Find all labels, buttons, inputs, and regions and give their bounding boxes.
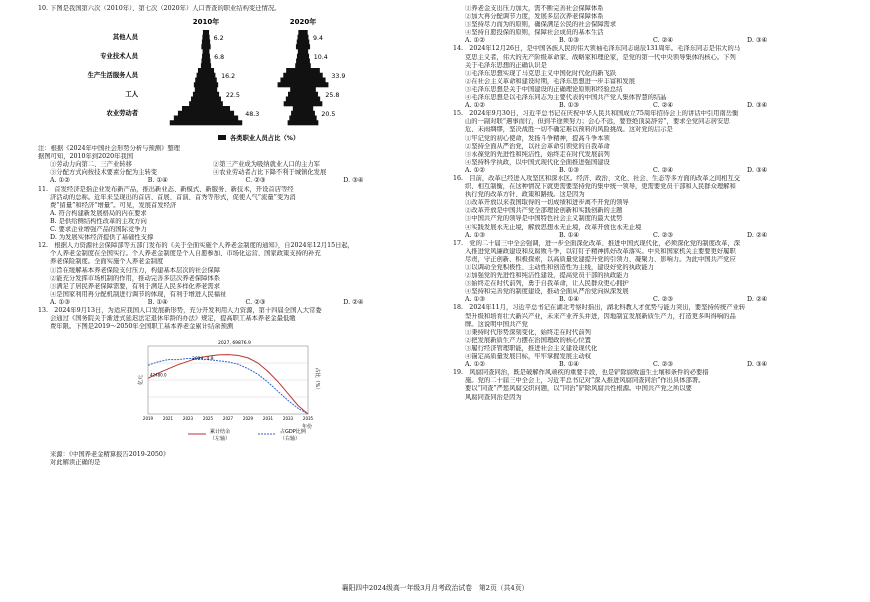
answer-options (453, 361, 841, 369)
value-label: 48.3 (245, 111, 260, 119)
item-2: ②坚持全面从严治党，以社会革命引领党的自我革命 (465, 142, 610, 150)
bar-segment (280, 78, 325, 83)
value-label: 6.2 (213, 35, 224, 43)
item-2: ②在社会主义革命和建设时期，毛泽东思想进一步丰富和发展 (465, 77, 636, 85)
question-12 (38, 242, 441, 307)
bar-segment (291, 111, 315, 116)
value-label: 16.2 (221, 73, 236, 81)
stem-line: 尽责，守正创新、积极探索，以高质量党建提升党的引领力、凝聚力、影响力。为此中国共产党应 (465, 255, 736, 263)
x-tick-label: 2029 (242, 416, 254, 422)
option-d[interactable]: D. ③④ (747, 166, 768, 174)
stem-line: 型升级和培育壮大新兴产业，未来产业齐头并进，因地制宜发展新质生产力，打造更多叫得响的品 (465, 312, 736, 320)
figure-source: 注：根据《2024年中国社会形势分析与预测》整理 (38, 145, 180, 153)
item-3: ③履行经济管理职能，推进社会主义建设现代化 (465, 344, 598, 352)
bar-segment (201, 59, 210, 64)
stem-line: 要以“同查”严惩风腐交织问题，以“同治”铲除风腐共性根源。中国共产党之所以要 (465, 385, 692, 393)
items-row (38, 169, 441, 177)
question-19 (453, 369, 841, 401)
item-3: ③始终走在时代前列，勇于自我革命，让人民群众更心拥护 (465, 280, 629, 288)
page-footer: 襄阳四中2024级高一年级3月月考政治试卷 第2页（共4页） (341, 584, 529, 592)
answer-options (453, 167, 841, 175)
stem-line: 关于毛泽东思想的正确认识是 (465, 61, 547, 69)
series-title-2010: 2010年 (192, 18, 220, 27)
option-b[interactable]: B. ①④ (559, 361, 579, 369)
stem-line: 17. 党的二十届三中全会强调，进一步全面深化改革、推进中国式现代化，必须深化党的制度改革，深 (453, 239, 741, 247)
option-c[interactable]: C. ②④ (653, 102, 673, 110)
stem-line: 济活动的总称。近年来呈现出的首店、首展、首演、首秀等形式，促使人气“流量”变为消 (50, 193, 296, 201)
value-label: 9.4 (313, 35, 324, 43)
stem-line: 执行党的改革方针、政策和路线。这是因为 (465, 191, 585, 199)
legend-note: （右轴） (280, 436, 301, 443)
question-lead: 据图可知，2010年到2020年我国 (38, 153, 134, 161)
option-b[interactable]: B. ①④ (147, 298, 168, 306)
annotation-label: 42480.0 (150, 372, 167, 378)
legend-label: 累计结余 (210, 429, 231, 436)
option-a[interactable]: A. ①② (50, 177, 70, 185)
legend-swatch (218, 135, 226, 140)
x-tick-label: 2027 (222, 416, 234, 422)
question-13 (38, 307, 441, 467)
bar-segment (198, 68, 214, 73)
item-3: ③坚持尽力而为的原则，确保满足公民的社会保障需求 (465, 21, 617, 29)
bar-segment (202, 35, 209, 40)
annotation-label: 2027, 69876.9 (218, 341, 251, 347)
figure-source: 来源：《中国养老金精算报告2019-2050》 (50, 451, 170, 459)
item-2: ②能充分发挥市场机制的作用，推动完善多层次养老保障体系 (50, 274, 221, 282)
stem-line: 山的一副对联“遇事而行，但到半途须努力；会心不远，要登绝顶莫辞劳”，要求全党同志居安思 (465, 118, 730, 126)
occupation-structure-chart (38, 14, 441, 144)
bar-segment (290, 87, 316, 92)
option-c[interactable]: C. ②③ (245, 177, 266, 185)
question-18 (453, 304, 841, 369)
item-4: ④坚持科学执政，以中国式现代化全面推进强国建设 (465, 158, 610, 166)
item-3: ③中国共产党的领导是中国特色社会主义制度的最大优势 (465, 215, 623, 223)
stem-line: 16. 目前，改革已经进入攻坚区和深水区。经济、政治、文化、社会、生态等多方面的改革之间相互交 (453, 174, 741, 182)
stem-line: 施。党的二十届三中全会上，习近平总书记对“深入推进风腐同查同治”作出具体部署。 (465, 377, 705, 385)
pension-chart-svg (38, 332, 441, 450)
item-2: ②加强党的先进性和纯洁性建设，提高党员干部的执政能力 (465, 272, 629, 280)
bar-segment (178, 111, 234, 116)
question-16 (453, 175, 841, 240)
question-10 (38, 5, 441, 186)
item-3: ③分配方式向按技术要素分配为主转变 (50, 169, 158, 177)
bar-segment (296, 44, 310, 49)
item-1: ①旨在缓解基本养老保险支付压力，构建基本层次的社会保障 (50, 266, 221, 274)
occupation-chart-svg (38, 14, 441, 144)
option-d[interactable]: D. ②④ (343, 298, 364, 306)
legend-label: 各类职业人员占比（%） (230, 135, 300, 143)
stem-line: 15. 2024年9月30日，习近平总书记在庆祝中华人民共和国成立75周年招待会上的讲话中引用南岳衡 (453, 110, 739, 118)
category-label: 专业技术人员 (100, 53, 138, 61)
item-1: ①以调动全党积极性、主动性和创造性为主线，建设好党的执政能力 (465, 264, 654, 271)
value-label: 33.9 (331, 73, 346, 81)
value-label: 22.5 (225, 92, 240, 100)
item-4: ④实践发展永无止境，解放思想永无止境，改革开放也永无止境 (465, 223, 642, 231)
bar-segment (189, 101, 223, 106)
right-column (453, 5, 841, 402)
stem-line: 11. 首发经济是指企业发布新产品，推出新业态、新模式、新服务、新技术，开设首店等经 (38, 185, 294, 193)
bar-segment (298, 30, 307, 35)
option-c[interactable]: C. ②③ (653, 296, 673, 304)
series-title-2020: 2020年 (289, 18, 317, 27)
value-label: 25.8 (325, 92, 340, 100)
option-a[interactable]: A. ①③ (465, 231, 485, 239)
option-a[interactable]: A. 符合构建新发展格局的内在要求 (50, 209, 147, 217)
stem-line: 14. 2024年12月26日，是中国各族人民的伟大领袖毛泽东同志诞辰131周年。毛泽东同志是伟大的马 (453, 45, 741, 53)
option-a[interactable]: A. ①② (465, 37, 485, 45)
bar-segment (293, 106, 313, 111)
option-c[interactable]: C. ②④ (653, 37, 673, 45)
stem-line: 12. 根据人力资源社会保障部等五部门发布的《关于全面实施个人养老金制度的通知》，自2024年12月15日起， (38, 242, 354, 250)
stem-line: 费“留量”和经济“增量”。可见，发展首发经济 (50, 201, 177, 209)
option-d[interactable]: D. ③④ (343, 177, 364, 185)
bar-segment (174, 116, 238, 121)
bar-segment (201, 63, 211, 68)
option-b[interactable]: B. ①③ (559, 37, 579, 45)
stem-line: 养老保险制度。全面实施个人养老金制度 (50, 258, 164, 266)
option-b[interactable]: B. 是供给侧结构性改革的主攻方向 (50, 217, 147, 225)
bar-segment (191, 97, 221, 102)
x-tick-label: 2035 (302, 416, 314, 422)
y-axis-label-left: 亿元 (138, 375, 144, 386)
series-balance-line (148, 355, 308, 414)
item-3: ③满足了居民养老保障需要，有利于满足人民多样化养老需求 (50, 282, 221, 290)
option-d[interactable]: D. ②④ (747, 231, 768, 239)
question-15 (453, 110, 841, 175)
bar-segment (202, 54, 210, 59)
bar-segment (283, 73, 322, 78)
option-d[interactable]: D. ③④ (747, 102, 768, 110)
bar-segment (286, 68, 320, 73)
x-tick-label: 2025 (202, 416, 214, 422)
answer-options (453, 102, 841, 110)
category-label: 农业劳动者 (106, 110, 138, 118)
stem-line: 个人养老金制度在全国实行。个人养老金制度是个人自愿参加、市场化运营、国家政策支持的补充 (50, 250, 321, 258)
answer-options (38, 177, 441, 185)
question-13-options (453, 5, 841, 45)
item-1: ①牢记党的初心使命，发扬斗争精神，提高斗争本领 (465, 134, 610, 142)
item-1: ①秉持时代形势深刻变化，始终走在时代前列 (465, 328, 591, 336)
option-a[interactable]: A. ①② (465, 102, 485, 110)
x-tick-label: 2019 (142, 416, 154, 422)
category-label: 生产生活服务人员 (87, 72, 138, 80)
bar-segment (170, 120, 242, 125)
stem-line: 克思主义者，伟大的无产阶级革命家、战略家和理论家，是党的第一代中央领导集体的核心。下列 (465, 53, 736, 61)
value-label: 20.5 (321, 111, 336, 119)
bar-segment (288, 120, 319, 125)
item-4: ④毛泽东思想是以毛泽东同志为主要代表的中国共产党人集体智慧的结晶 (465, 94, 667, 102)
option-b[interactable]: B. ①③ (559, 166, 579, 174)
bar-segment (297, 54, 309, 59)
item-1: ①毛泽东思想实现了马克思主义中国化时代化的新飞跃 (465, 69, 617, 77)
option-a[interactable]: A. ①③ (50, 298, 70, 306)
option-a[interactable]: A. ①② (465, 361, 485, 369)
legend-label: 占GDP比例 (280, 429, 306, 436)
option-b[interactable]: B. ①④ (147, 177, 168, 185)
x-tick-label: 2023 (182, 416, 194, 422)
item-4: ④是国家利用再分配机制进行调节的体现，有利于增进人民福祉 (50, 290, 227, 298)
option-b[interactable]: B. ①④ (559, 231, 579, 239)
bar-segment (203, 49, 210, 54)
bar-segment (195, 78, 217, 83)
answer-options (453, 37, 841, 45)
bar-segment (202, 40, 210, 45)
option-d[interactable]: D. ③④ (747, 361, 768, 369)
stem-line: 13. 2024年9月13日，为适应我国人口发展新形势，充分开发利用人力资源，第十四届全国人大常委 (38, 306, 322, 314)
item-2: ②改革开放是中国共产党全部理论创新和实践创新的主题 (465, 207, 623, 215)
bar-segment (278, 82, 329, 87)
option-d[interactable]: D. ②④ (747, 296, 768, 304)
item-2: ②第三产业成为吸纳就业人口的主力军 (212, 161, 320, 169)
bar-segment (296, 59, 310, 64)
bar-segment (295, 63, 311, 68)
item-2: ②加大再分配调节力度，发展多层次养老保障体系 (465, 13, 604, 21)
option-d[interactable]: D. 为发展实体经济提供了基础性支撑 (50, 234, 154, 242)
option-b[interactable]: B. ①④ (559, 296, 579, 304)
answer-options (453, 296, 841, 304)
option-c[interactable]: C. ②③ (653, 361, 673, 369)
x-tick-label: 2033 (282, 416, 294, 422)
bar-segment (297, 40, 310, 45)
bar-segment (194, 82, 218, 87)
stem-line: 会通过《国务院关于渐进式延迟法定退休年龄的办法》规定，提高职工基本养老金最低缴 (50, 315, 296, 323)
question-11 (38, 186, 441, 243)
stem-line: 牌。这说明中国共产党 (465, 320, 528, 328)
stem-line: 费年限。下图是2019～2050年全国职工基本养老金累计结余预测 (50, 323, 234, 331)
item-4: ④坚持自愿投保的原则，保障社会成员的基本生活 (465, 29, 604, 37)
question-stem: 10. 下图是我国第六次（2010年）、第七次（2020年）人口普查的职业结构变迁情况。 (38, 5, 281, 12)
item-1: ①改革开放以来我国取得的一切成绩和进步离不开党的领导 (465, 199, 629, 207)
bar-segment (193, 92, 219, 97)
bar-segment (286, 97, 320, 102)
value-label: 6.8 (214, 54, 225, 62)
option-b[interactable]: B. ①③ (559, 102, 579, 110)
bar-segment (203, 30, 209, 35)
item-2: ②把发展新质生产力摆在治国理政的核心位置 (465, 336, 591, 344)
option-c[interactable]: C. ②④ (653, 166, 673, 174)
category-label: 工人 (125, 91, 138, 99)
stem-line: 入推进党风廉政建设和反腐败斗争，以钉钉子精神抓好改革落实。中央和国家机关主要要更好履职 (465, 247, 736, 255)
option-c[interactable]: C. ②③ (245, 298, 266, 306)
question-lead: 对此解读正确的是 (50, 459, 101, 467)
left-column (38, 5, 441, 467)
bar-segment (201, 44, 210, 49)
legend-note: （左轴） (210, 436, 231, 443)
bar-segment (284, 101, 323, 106)
item-4: ④锚定高质量发展目标，牢牢掌握发展主动权 (465, 353, 591, 361)
bar-segment (298, 49, 308, 54)
bar-segment (182, 106, 230, 111)
item-1: ①劳动力向第二、三产业转移 (50, 161, 132, 169)
question-14 (453, 45, 841, 110)
bar-segment (197, 73, 216, 78)
bar-segment (289, 116, 316, 121)
option-d[interactable]: D. ③④ (747, 37, 768, 45)
option-a[interactable]: A. ①③ (465, 296, 485, 304)
answer-options (38, 299, 441, 307)
option-a[interactable]: A. ①② (465, 166, 485, 174)
annotation-label: 2024, 4.9 (192, 357, 214, 363)
stem-line: 19. 风腐同查同治，既是破解作风顽疾的重要手段，也是铲除腐败滋生土壤和条件的必要措 (453, 369, 709, 377)
stem-line: 18. 2024年11月，习近平总书记在湖北考察时指出，湖北科教人才优势与能力突出，要坚持传统产业转 (453, 304, 746, 312)
stem-line: 风腐同查同治是因为 (465, 393, 522, 401)
bar-segment (298, 35, 309, 40)
option-c[interactable]: C. ②③ (653, 231, 673, 239)
x-tick-label: 2031 (262, 416, 274, 422)
option-c[interactable]: C. 要求企业增强产品的国际竞争力 (50, 226, 147, 234)
right-questions (453, 45, 841, 401)
x-tick-label: 2021 (162, 416, 174, 422)
category-label: 其他人员 (112, 34, 138, 42)
item-3: ③毛泽东思想是关于中国建设的正确理论原则和经验总结 (465, 85, 623, 93)
y-axis-label-right: 占比（%） (314, 367, 320, 393)
bar-segment (288, 92, 318, 97)
item-3: ③永葆党的先进性和纯洁性，始终走在时代发展前列 (465, 150, 610, 158)
x-axis-label: 年份 (302, 424, 313, 431)
stem-line: 危、未雨绸缪，坚决战胜一切不确定难以预料的风险挑战。这对党的启示是 (465, 126, 673, 134)
question-17 (453, 240, 841, 305)
bar-segment (195, 87, 217, 92)
item-1: ①养老金支出压力加大，需不断完善社会保障体系 (465, 5, 604, 12)
pension-balance-chart (38, 332, 441, 450)
stem-line: 织、相互制衡，在这种情况下就更需要坚持党的集中统一领导，更需要党员干部和人民群众理解和 (465, 183, 736, 191)
item-4: ④农业劳动者占比下降不利于城镇化发展 (212, 169, 327, 177)
item-4: ④坚持和完善党的制度建设，推动全面从严治党向纵深发展 (465, 288, 629, 296)
value-label: 10.4 (313, 54, 328, 62)
answer-options (453, 232, 841, 240)
